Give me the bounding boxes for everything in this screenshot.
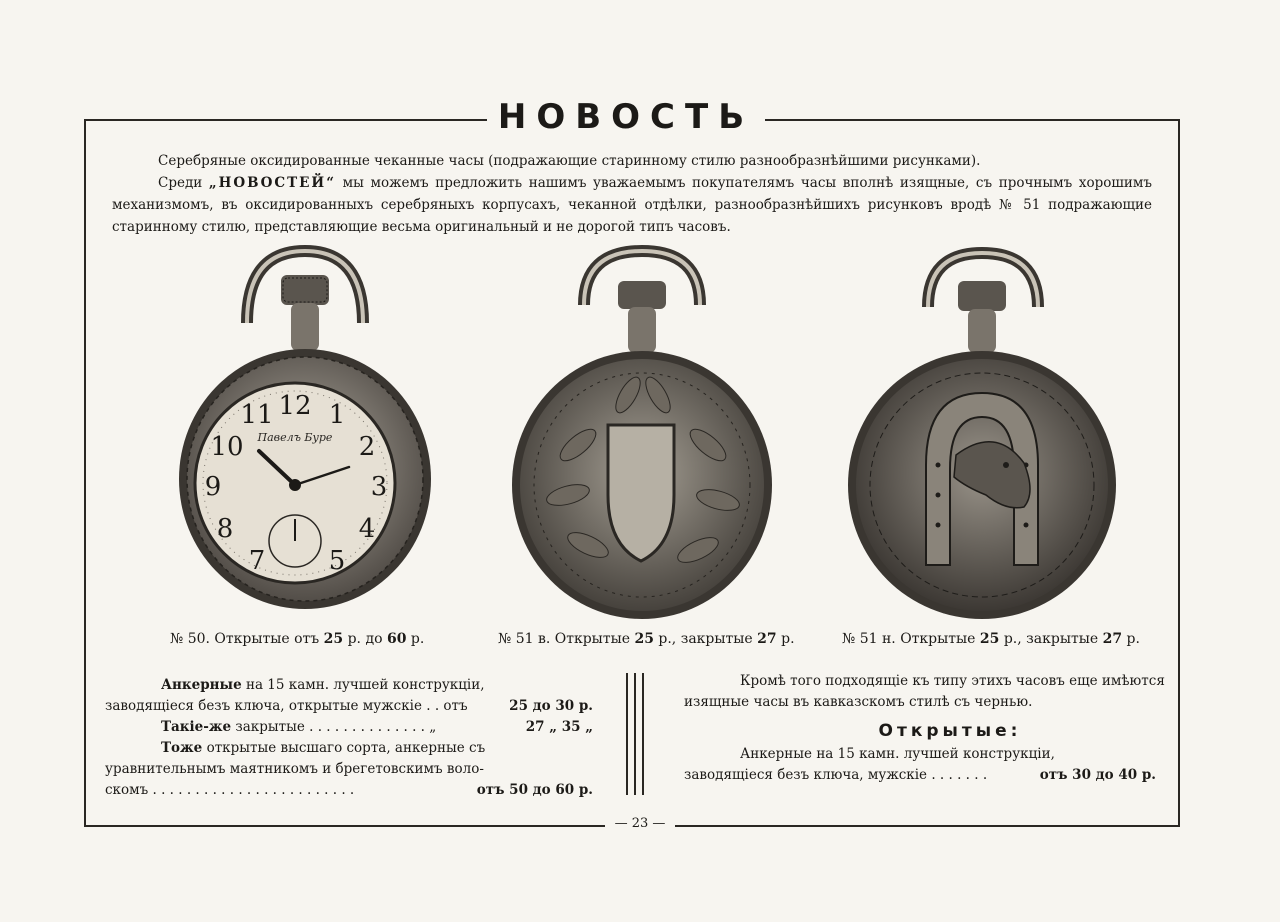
left-l2-text: заводящіеся безъ ключа, открытые мужскіе . . отъ (105, 698, 468, 714)
caption-50-price-from: 25 (323, 631, 344, 647)
left-line-5: уравнительнымъ маятникомъ и брегетовскимъ воло- (105, 761, 484, 777)
page-title: НОВОСТЬ (487, 94, 765, 140)
right-r4-text: заводящіеся безъ ключа, мужскіе . . . . . . . (684, 767, 988, 783)
caption-51v-price-closed: 27 (757, 631, 777, 647)
left-l2-val: 25 до 30 р. (509, 698, 593, 714)
numeral-8: 8 (216, 514, 234, 544)
numeral-10: 10 (210, 432, 244, 462)
left-l1-bold: Анкерные (161, 677, 242, 693)
divider-rule-1 (626, 673, 628, 795)
numeral-1: 1 (328, 400, 346, 430)
left-line-3 (105, 717, 593, 738)
intro-p2-bold: „НОВОСТЕЙ“ (208, 175, 336, 191)
left-l3-val: 27 „ 35 „ (525, 719, 593, 735)
left-line-4 (105, 738, 593, 759)
caption-51n-price-open: 25 (979, 631, 1000, 647)
numeral-5: 5 (328, 546, 346, 576)
right-r4-val: отъ 30 до 40 р. (1039, 767, 1156, 783)
left-l4-bold: Тоже (161, 740, 203, 756)
pocket-watch-horse-horseshoe-icon (846, 245, 1120, 629)
pocket-watch-open-face-icon (177, 245, 433, 629)
page-number (0, 816, 1280, 831)
right-line-2: изящные часы въ кавказскомъ стилѣ съ чернью. (684, 694, 1033, 710)
right-line-4 (684, 765, 1156, 786)
caption-50-mid: р. до (343, 631, 387, 647)
numeral-12: 12 (278, 391, 312, 421)
intro-p2-start: Среди (158, 175, 209, 191)
caption-watch-51n (842, 631, 1140, 647)
price-list-left (105, 675, 593, 801)
numeral-9: 9 (204, 472, 222, 502)
caption-51v-pre: № 51 в. Открытые (498, 631, 635, 647)
divider-rule-2 (634, 673, 636, 795)
numeral-2: 2 (358, 432, 376, 462)
numeral-3: 3 (370, 472, 388, 502)
caption-51n-price-closed: 27 (1102, 631, 1123, 647)
pocket-watch-leaf-shield-icon (508, 245, 778, 625)
caption-watch-51v (498, 631, 795, 647)
left-l6-val: отъ 50 до 60 р. (476, 782, 593, 798)
dial-signature: Павелъ Буре (257, 431, 333, 444)
caption-50-pre: № 50. Открытые отъ (170, 631, 324, 647)
numeral-11: 11 (240, 400, 274, 430)
intro-p2-rest: мы можемъ предложить нашимъ уважаемымъ покупателямъ часы вполнѣ изящные, съ прочнымъ хорошимъ механизмомъ, въ оксидированныхъ серебряныхъ корпусахъ, чеканной отдѣлки, разнообразнѣйшихъ рисунковъ вродѣ № 51 подражающие старинному стилю, представляющие весьма оригинальный и не дорогой типъ часовъ. (112, 175, 1152, 235)
left-line-2 (105, 696, 593, 717)
intro-text (112, 150, 1152, 238)
page-number-text: — 23 — (605, 816, 676, 831)
caption-51v-price-open: 25 (634, 631, 654, 647)
caption-51n-mid: р., закрытые (999, 631, 1103, 647)
price-list-right (684, 671, 1165, 786)
left-l1-rest: на 15 камн. лучшей конструкціи, (241, 677, 485, 693)
caption-watch-50 (170, 631, 424, 647)
intro-line-1: Серебряные оксидированные чеканные часы (подражающие старинному стилю разнообразнѣйшими рисунками). (158, 153, 981, 169)
right-line-3: Анкерные на 15 камн. лучшей конструкціи, (740, 746, 1055, 762)
caption-50-post: р. (406, 631, 425, 647)
caption-51v-post: р. (776, 631, 795, 647)
numeral-7: 7 (248, 546, 266, 576)
caption-51n-post: р. (1122, 631, 1140, 647)
open-heading: Открытые: (878, 721, 1022, 741)
left-l3-bold: Такіе-же (161, 719, 232, 735)
left-l4-rest: открытые высшаго сорта, анкерные съ (202, 740, 486, 756)
numeral-4: 4 (358, 514, 376, 544)
left-l3-rest: закрытые . . . . . . . . . . . . . . „ (231, 719, 437, 735)
divider-rule-3 (642, 673, 644, 795)
left-line-1 (105, 675, 593, 696)
caption-51n-pre: № 51 н. Открытые (842, 631, 980, 647)
caption-51v-mid: р., закрытые (653, 631, 758, 647)
caption-50-price-to: 60 (386, 631, 407, 647)
intro-paragraph-2 (112, 172, 1152, 238)
left-line-6 (105, 780, 593, 801)
left-l6-text: скомъ . . . . . . . . . . . . . . . . . . . . . . . . (105, 782, 355, 798)
right-line-1: Кромѣ того подходящіе къ типу этихъ часовъ еще имѣются (740, 673, 1165, 689)
